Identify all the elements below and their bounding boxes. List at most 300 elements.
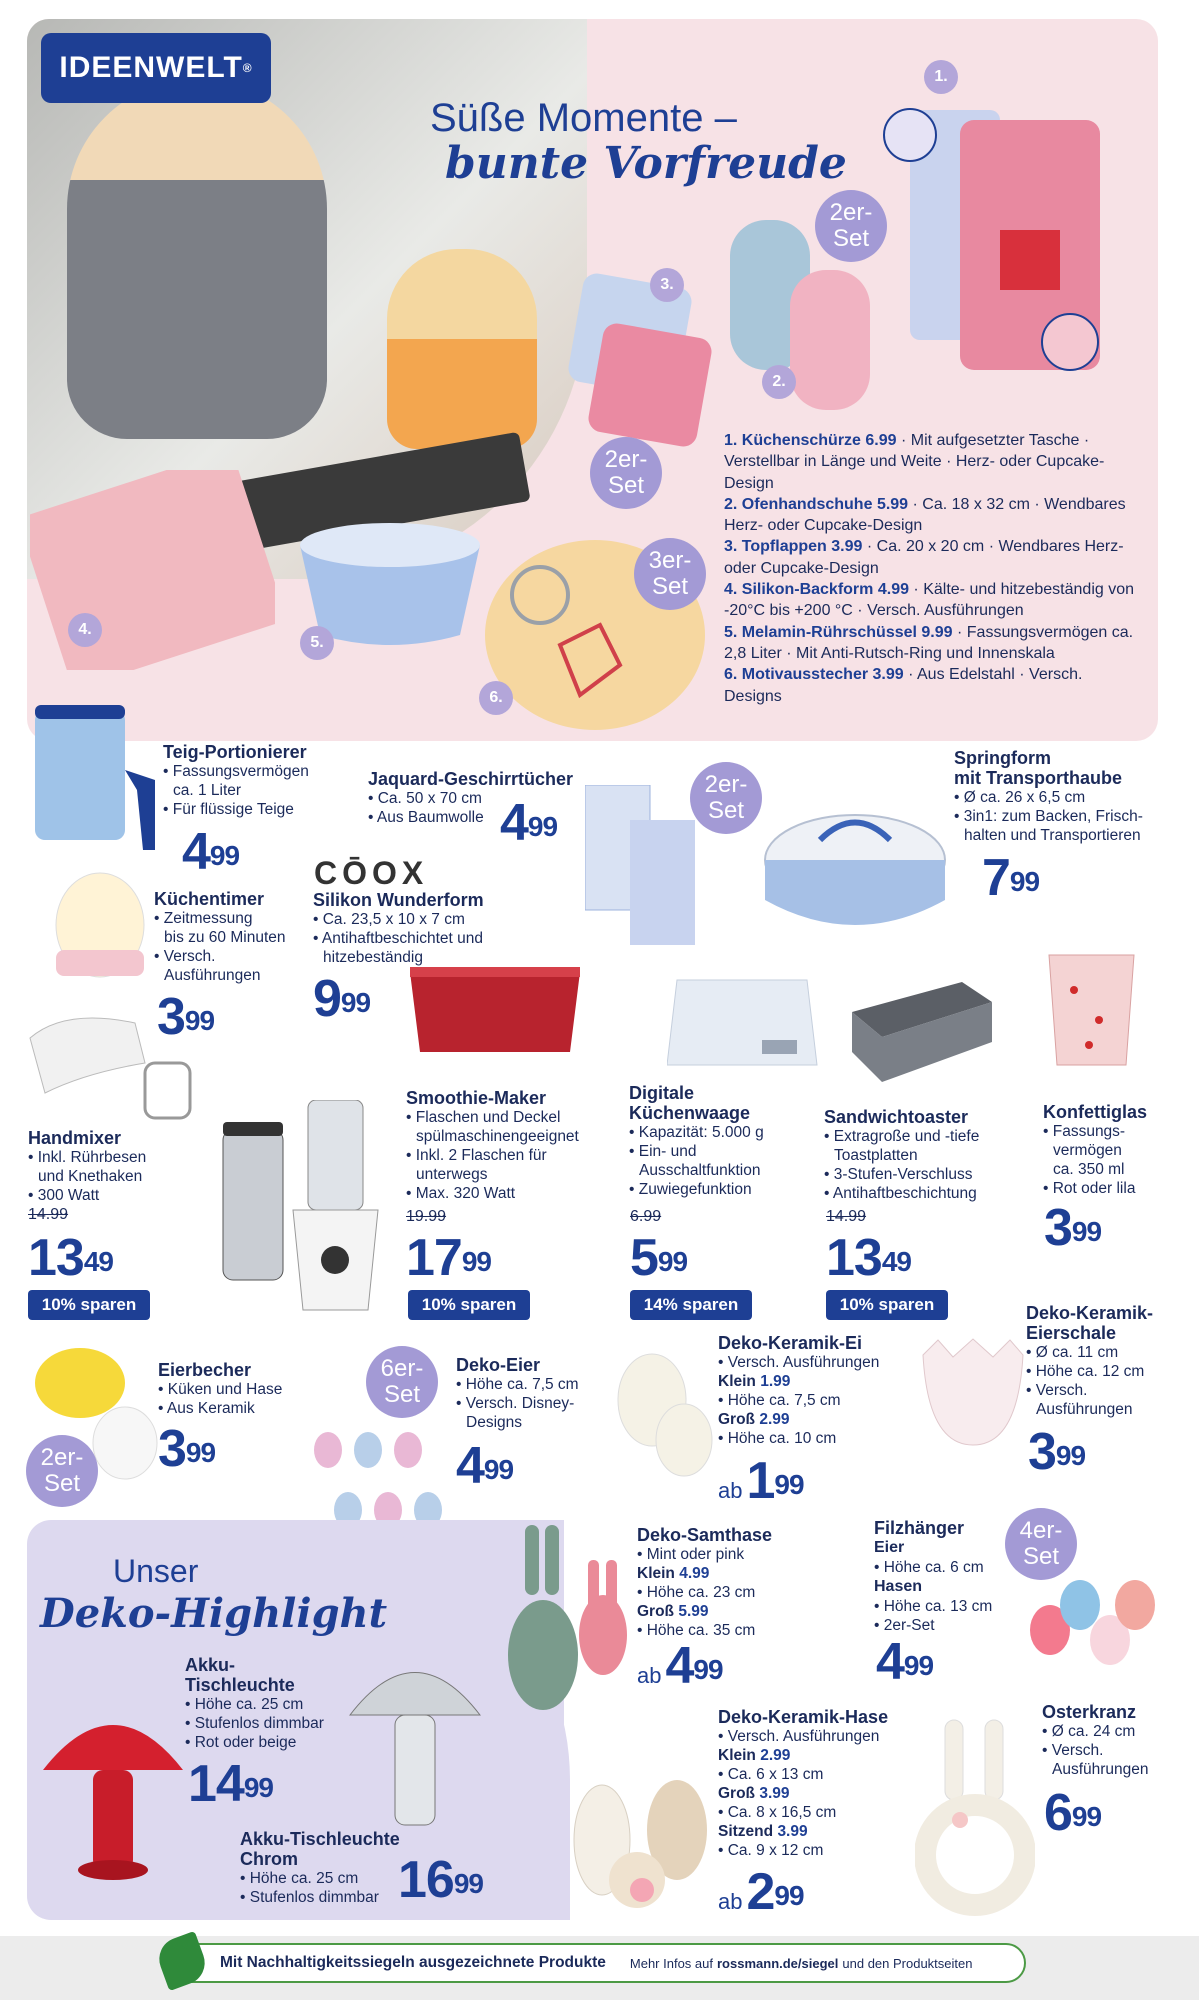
product-line: bis zu 60 Minuten [164,929,286,946]
size-price: 1.99 [760,1373,791,1390]
glass-body [1049,955,1134,1065]
tischleuchte-chrom-image [345,1640,485,1845]
potholder-pink [586,321,713,448]
size-label: Groß [637,1603,675,1620]
product-line: • Inkl. 2 Flaschen für [406,1147,547,1164]
item-price: 6.99 [865,432,897,449]
product-name: Deko-Keramik-Ei [718,1333,863,1353]
product-name: Eierschale [1026,1323,1117,1343]
item-name: Küchenschürze [741,432,861,449]
product-deko-samthase [637,1525,772,1640]
price-euro: 5 [630,1229,658,1287]
set-badge-mitts [815,190,887,262]
blender-knob [321,1246,349,1274]
hero-list-item: 2. Ofenhandschuhe 5.99 · Ca. 18 x 32 cm · Wendbares Herz- oder Cupcake-Design [724,495,1126,535]
item-desc: Kälte- und hitzebeständig von -20°C bis +200 °C · Versch. Ausführungen [724,581,1135,620]
price-cent: 99 [1009,866,1040,897]
old-price-waage: 6.99 [630,1208,662,1225]
apron-pocket [1000,230,1060,290]
scale-display [762,1040,797,1054]
price-euro: 9 [313,970,341,1028]
hero-subheadline: bunte Vorfreude [445,138,847,189]
product-deko-keramik-ei [718,1333,879,1448]
product-name: Jaquard-Geschirrtücher [368,769,574,789]
product-line: • Antihaftbeschichtet und [313,930,484,947]
logo-text: IDEENWELT [59,51,243,84]
size-price: 3.99 [777,1823,808,1840]
product-name: Konfettiglas [1043,1102,1148,1122]
product-line: spülmaschinengeeignet [416,1128,579,1145]
size-price: 3.99 [759,1785,790,1802]
price-cent: 99 [1071,1216,1102,1247]
price-euro: 14 [188,1755,244,1813]
variant-label: Hasen [874,1578,923,1595]
product-line: • Zuwiegefunktion [629,1181,752,1198]
price-euro: 7 [982,849,1010,907]
product-name: Eierbecher [158,1360,252,1380]
portioner-handle [125,770,155,850]
handmixer-image [25,1003,195,1123]
product-line: Ausführungen [1052,1761,1149,1778]
product-name: Teig-Portionierer [163,742,307,762]
variant-detail: • Höhe ca. 6 cm [874,1559,984,1576]
kuechenwaage-image [667,970,822,1080]
price-eierbecher [158,1420,216,1478]
price-eierschale [1028,1423,1086,1481]
price-osterkranz [1044,1784,1102,1842]
egg [394,1432,422,1468]
product-line: • Mint oder pink [637,1546,745,1563]
variant-label: Eier [874,1539,905,1556]
wunderform-rim [410,967,580,977]
item-desc: Aus Edelstahl · Versch. Designs [724,666,1083,705]
product-line: • Stufenlos dimmbar [240,1889,379,1906]
product-line: • Versch. [154,948,216,965]
set-badge-tuecher [690,762,762,834]
product-name: Handmixer [28,1128,122,1148]
felt-egg [1060,1580,1100,1630]
price-teig-portionierer [182,823,240,881]
price-deko-keramik-hase [718,1863,804,1928]
price-smoothie-maker [406,1229,491,1287]
product-line: • Fassungs- [1043,1123,1126,1140]
product-kuechentimer [154,889,286,985]
price-euro: 4 [182,823,210,881]
badge-line1: 3er- [648,547,692,574]
product-line: und Knethaken [38,1168,143,1185]
hero-headline: Süße Momente – [430,96,737,140]
save-badge-waage: 14% sparen [630,1290,752,1320]
bunny-mint-ear [545,1525,559,1595]
price-cent: 99 [209,840,240,871]
set-badge-eierbecher [26,1435,98,1507]
set-badge-potholders [590,437,662,509]
item-name: Topflappen [741,538,827,556]
price-euro: 3 [1028,1423,1056,1481]
highlight-subtitle: Deko-Highlight [40,1590,388,1637]
item-name: Melamin-Rührschüssel [741,623,917,641]
product-kuechenwaage [629,1083,764,1199]
eggcup-chick [35,1348,125,1418]
product-line: • Aus Baumwolle [368,809,484,826]
item-number: 6. [724,666,738,684]
wreath-flower [952,1812,968,1828]
badge-line2: Set [43,1470,81,1497]
price-euro: 16 [398,1851,454,1909]
badge-line2: Set [832,225,870,252]
badge-line2: Set [383,1381,421,1408]
price-euro: 6 [1044,1784,1072,1842]
product-name: Springform [954,748,1051,768]
size-label: Sitzend [718,1823,774,1840]
bunny-pink-ear [606,1560,617,1610]
eierschale-image [918,1335,1028,1450]
product-sandwichtoaster [824,1107,979,1203]
badge-line1: 2er- [40,1444,84,1471]
teig-portionierer-image [25,700,165,860]
product-name: Akku- [185,1655,236,1675]
price-cent: 99 [483,1454,514,1485]
price-euro: 13 [28,1229,84,1287]
price-euro: 4 [876,1633,904,1691]
product-teig-portionierer [163,742,309,819]
item-desc: Ca. 18 x 32 cm · Wendbares Herz- oder Cupcake-Design [724,495,1126,535]
size-price: 2.99 [760,1747,791,1764]
bunny-mint-ear [525,1525,539,1595]
product-name: Digitale [629,1083,695,1103]
ceramic-egg-small [656,1404,712,1476]
product-name: Filzhänger [874,1518,965,1538]
price-cent: 99 [774,1880,804,1911]
old-price-smoothie: 19.99 [406,1208,447,1225]
product-line: • Rot oder lila [1043,1180,1136,1197]
product-silikon-wunderform [313,890,484,967]
portioner-body [35,710,125,840]
eggcup-bunny [93,1407,157,1479]
variant-detail: • 2er-Set [874,1617,935,1634]
osterkranz-image [915,1715,1035,1925]
product-deko-keramik-hase [718,1707,888,1860]
price-cent: 99 [657,1246,688,1277]
product-line: • Ein- und [629,1143,697,1160]
price-konfettiglas [1044,1199,1102,1257]
price-prefix: ab [718,1889,743,1914]
item-price: 3.99 [872,666,904,684]
keramik-ei-image [612,1345,720,1480]
product-line: • Küken und Hase [158,1381,283,1398]
price-euro: 3 [158,1420,186,1478]
hero-list-item: 6. Motivausstecher 3.99 · Aus Edelstahl · Versch. Designs [724,666,1083,705]
shell-bowl [923,1339,1023,1445]
size-label: Klein [718,1373,756,1390]
price-euro: 17 [406,1229,462,1287]
size-label: Groß [718,1411,756,1428]
price-cent: 99 [340,987,371,1018]
mixer-whisk [145,1063,190,1118]
product-name: Tischleuchte [185,1675,295,1695]
product-line: halten und Transportieren [964,827,1141,844]
product-name: Küchenwaage [629,1103,751,1123]
lamp-shade-red [43,1725,183,1770]
konfettiglas-image [1044,950,1139,1070]
product-eierschale [1026,1303,1153,1419]
price-silikon-wunderform [313,970,371,1028]
product-line: • Stufenlos dimmbar [185,1715,324,1732]
product-line: • Versch. Ausführungen [718,1354,880,1371]
hero-list-item: 5. Melamin-Rührschüssel 9.99 · Fassungsvermögen ca. 2,8 Liter · Mit Anti-Rutsch-Ring und Innenskala [724,623,1134,662]
bunny-mint-body [508,1600,578,1710]
product-line: • 3-Stufen-Verschluss [824,1166,973,1183]
tischleuchte-rot-image [38,1690,188,1895]
samthase-image [503,1505,633,1715]
hero-number-3: 3. [650,268,684,302]
price-handmixer [28,1229,113,1287]
product-line: • Versch. [1042,1742,1104,1759]
portioner-lid [35,705,125,719]
product-line: Ausführungen [1036,1401,1133,1418]
product-line: • Rot oder beige [185,1734,297,1751]
price-deko-samthase [637,1637,723,1702]
set-badge-dekoeier [366,1346,438,1418]
lamp-stand-chrome [395,1715,435,1825]
felt-egg [1115,1580,1155,1630]
item-number: 3. [724,538,738,556]
product-akku-tischleuchte-chrom [240,1829,400,1907]
product-line: Designs [466,1414,522,1431]
product-line: • Für flüssige Teige [163,801,294,818]
lamp-shade-chrome [350,1673,480,1716]
product-line: Ausschaltfunktion [639,1162,761,1179]
kuechentimer-image [50,870,150,980]
item-price: 3.99 [831,538,863,556]
smoothie-bottle [223,1130,283,1280]
item-number: 2. [724,495,738,513]
product-name: Sandwichtoaster [824,1107,969,1127]
product-line: • Höhe ca. 7,5 cm [456,1376,579,1393]
price-cent: 49 [881,1246,911,1277]
product-line: Ausführungen [164,967,261,984]
price-deko-keramik-ei [718,1452,804,1517]
set-badge-cutters [634,538,706,610]
egg [354,1432,382,1468]
egg [314,1432,342,1468]
product-osterkranz [1042,1702,1149,1779]
product-akku-tischleuchte [185,1655,324,1752]
price-prefix: ab [718,1478,743,1503]
bunny-egg-detail [630,1878,654,1902]
price-cent: 99 [693,1654,723,1685]
hero-list-item: 4. Silikon-Backform 4.99 · Kälte- und hitzebeständig von -20°C bis +200 °C · Versch. Ausführungen [724,581,1135,620]
badge-line1: 6er- [380,1355,424,1382]
price-sandwichtoaster [826,1229,911,1287]
springform-base [765,860,945,925]
product-line: Toastplatten [834,1147,918,1164]
product-name: Chrom [240,1849,298,1869]
badge-line1: 2er- [604,446,648,473]
hero-number-5: 5. [300,626,334,660]
price-cent: 99 [185,1437,216,1468]
item-number: 5. [724,623,738,641]
item-desc: Fassungsvermögen ca. 2,8 Liter · Mit Anti-Rutsch-Ring und Innenskala [724,623,1134,662]
product-line: • Höhe ca. 25 cm [185,1696,304,1713]
bunny-pink-ear [588,1560,599,1610]
ideenwelt-logo [41,33,271,103]
product-line: • 3in1: zum Backen, Frisch- [954,808,1143,825]
product-name: Deko-Samthase [637,1525,773,1545]
product-line: • Antihaftbeschichtung [824,1185,977,1202]
price-euro: 1 [746,1452,775,1510]
price-cent: 49 [83,1246,113,1277]
product-line: unterwegs [416,1166,488,1183]
product-line: ca. 350 ml [1053,1161,1125,1178]
price-cent: 99 [1071,1801,1102,1832]
variant-detail: • Höhe ca. 13 cm [874,1598,993,1615]
springform-image [760,800,950,950]
price-cent: 99 [1055,1440,1086,1471]
timer-base [56,950,144,976]
size-detail: • Höhe ca. 35 cm [637,1622,756,1639]
product-line: • Versch. [1026,1382,1088,1399]
bowl-rim [300,523,480,567]
wunderform-body [410,972,580,1052]
size-detail: • Ca. 9 x 12 cm [718,1842,824,1859]
product-line: • Ø ca. 26 x 6,5 cm [954,789,1086,806]
price-akku-tischleuchte [188,1755,273,1813]
size-price: 4.99 [679,1565,710,1582]
product-line: ca. 1 Liter [173,782,242,799]
child-illustration [387,249,537,449]
product-name: Deko-Keramik- [1026,1303,1154,1323]
blender-jar [308,1100,363,1210]
product-name: Akku-Tischleuchte [240,1829,400,1849]
old-price-sandwich: 14.99 [826,1208,867,1225]
keramik-hase-image [567,1720,722,1910]
price-cent: 99 [243,1772,273,1803]
price-euro: 3 [157,988,185,1046]
price-cent: 99 [453,1868,483,1899]
price-cent: 99 [903,1650,934,1681]
size-detail: • Ca. 6 x 13 cm [718,1766,824,1783]
product-name: Deko-Eier [456,1355,541,1375]
product-eierbecher [158,1360,282,1418]
mitt-pink [790,270,870,410]
mold-body [30,470,275,670]
hero-list-item: 3. Topflappen 3.99 · Ca. 20 x 20 cm · Wendbares Herz- oder Cupcake-Design [724,538,1124,577]
price-springform [982,849,1040,907]
highlight-title: Unser [113,1553,199,1589]
size-detail: • Ca. 8 x 16,5 cm [718,1804,837,1821]
silicone-mold-illustration [30,470,275,670]
lamp-stand-red [93,1770,133,1870]
confetti-dot [1085,1041,1093,1049]
confetti-dot [1070,986,1078,994]
item-name: Ofenhandschuhe [741,495,873,513]
product-dekoeier [456,1355,579,1432]
item-name: Motivausstecher [741,666,869,684]
product-line: • Aus Keramik [158,1400,255,1417]
heart-detail [1042,314,1098,370]
hero-number-2: 2. [762,365,796,399]
logo-mark: ® [242,61,253,75]
product-konfettiglas [1043,1102,1147,1198]
bunny-pink-body [579,1595,627,1675]
price-euro: 2 [746,1863,775,1921]
product-handmixer [28,1128,146,1205]
mixer-body [30,1018,145,1093]
product-name: Osterkranz [1042,1702,1137,1722]
hero-number-1: 1. [924,60,958,94]
lamp-base-red [78,1860,148,1880]
item-price: 4.99 [877,581,909,599]
item-price: 9.99 [921,623,953,641]
size-detail: • Höhe ca. 23 cm [637,1584,756,1601]
badge-line2: Set [651,573,689,600]
product-smoothie-maker [406,1088,579,1203]
product-line: • Höhe ca. 25 cm [240,1870,359,1887]
product-line: • Zeitmessung [154,910,253,927]
item-number: 1. [724,432,738,449]
badge-line2: Set [1022,1543,1060,1570]
product-line: • Versch. Disney- [456,1395,575,1412]
product-line: • Kapazität: 5.000 g [629,1124,764,1141]
info-suffix: und den Produktseiten [842,1955,973,1971]
info-prefix: Mehr Infos auf [629,1955,713,1971]
wreath-ear [985,1720,1003,1800]
price-jaquard-tuecher [500,794,558,852]
product-line: • Höhe ca. 12 cm [1026,1363,1145,1380]
product-line: • Ø ca. 24 cm [1042,1723,1136,1740]
cupcake-detail [884,109,936,161]
item-desc: Ca. 20 x 20 cm · Wendbares Herz- oder Cupcake-Design [724,538,1124,577]
towel-2 [630,820,695,945]
price-prefix: ab [637,1663,662,1688]
coox-brand-logo: CŌOX [314,855,429,891]
bottle-lid [223,1122,283,1136]
product-springform [954,748,1143,845]
price-euro: 4 [665,1637,694,1695]
siegel-link[interactable]: rossmann.de/siegel [717,1955,839,1971]
confetti-dot [1095,1016,1103,1024]
price-dekoeier [456,1437,514,1495]
price-filzhaenger [876,1633,934,1691]
old-price-handmixer: 14.99 [28,1206,69,1223]
wunderform-image [400,962,590,1062]
product-name: Smoothie-Maker [406,1088,547,1108]
product-line: • Fassungsvermögen [163,763,309,780]
price-cent: 99 [527,811,558,842]
size-label: Klein [718,1747,756,1764]
price-cent: 99 [461,1246,491,1277]
product-line: • Versch. Ausführungen [718,1728,880,1745]
price-euro: 3 [1044,1199,1072,1257]
product-line: • Ca. 50 x 70 cm [368,790,482,807]
badge-line1: 4er- [1019,1517,1063,1544]
price-euro: 4 [456,1437,484,1495]
save-badge-smoothie: 10% sparen [408,1290,530,1320]
filzhaenger-image [1025,1560,1160,1680]
sandwichtoaster-image [842,972,1002,1092]
size-label: Groß [718,1785,756,1802]
badge-line2: Set [707,797,745,824]
geschirrtuecher-image [585,785,700,950]
product-line: • 300 Watt [28,1187,100,1204]
price-akku-tischleuchte-chrom [398,1851,483,1909]
item-desc: Mit aufgesetzter Tasche · Verstellbar in Länge und Weite · Herz- oder Cupcake-Design [724,432,1105,492]
hero-number-4: 4. [68,613,102,647]
item-price: 5.99 [876,495,909,513]
badge-line2: Set [607,472,645,499]
product-line: • Flaschen und Deckel [406,1109,561,1126]
